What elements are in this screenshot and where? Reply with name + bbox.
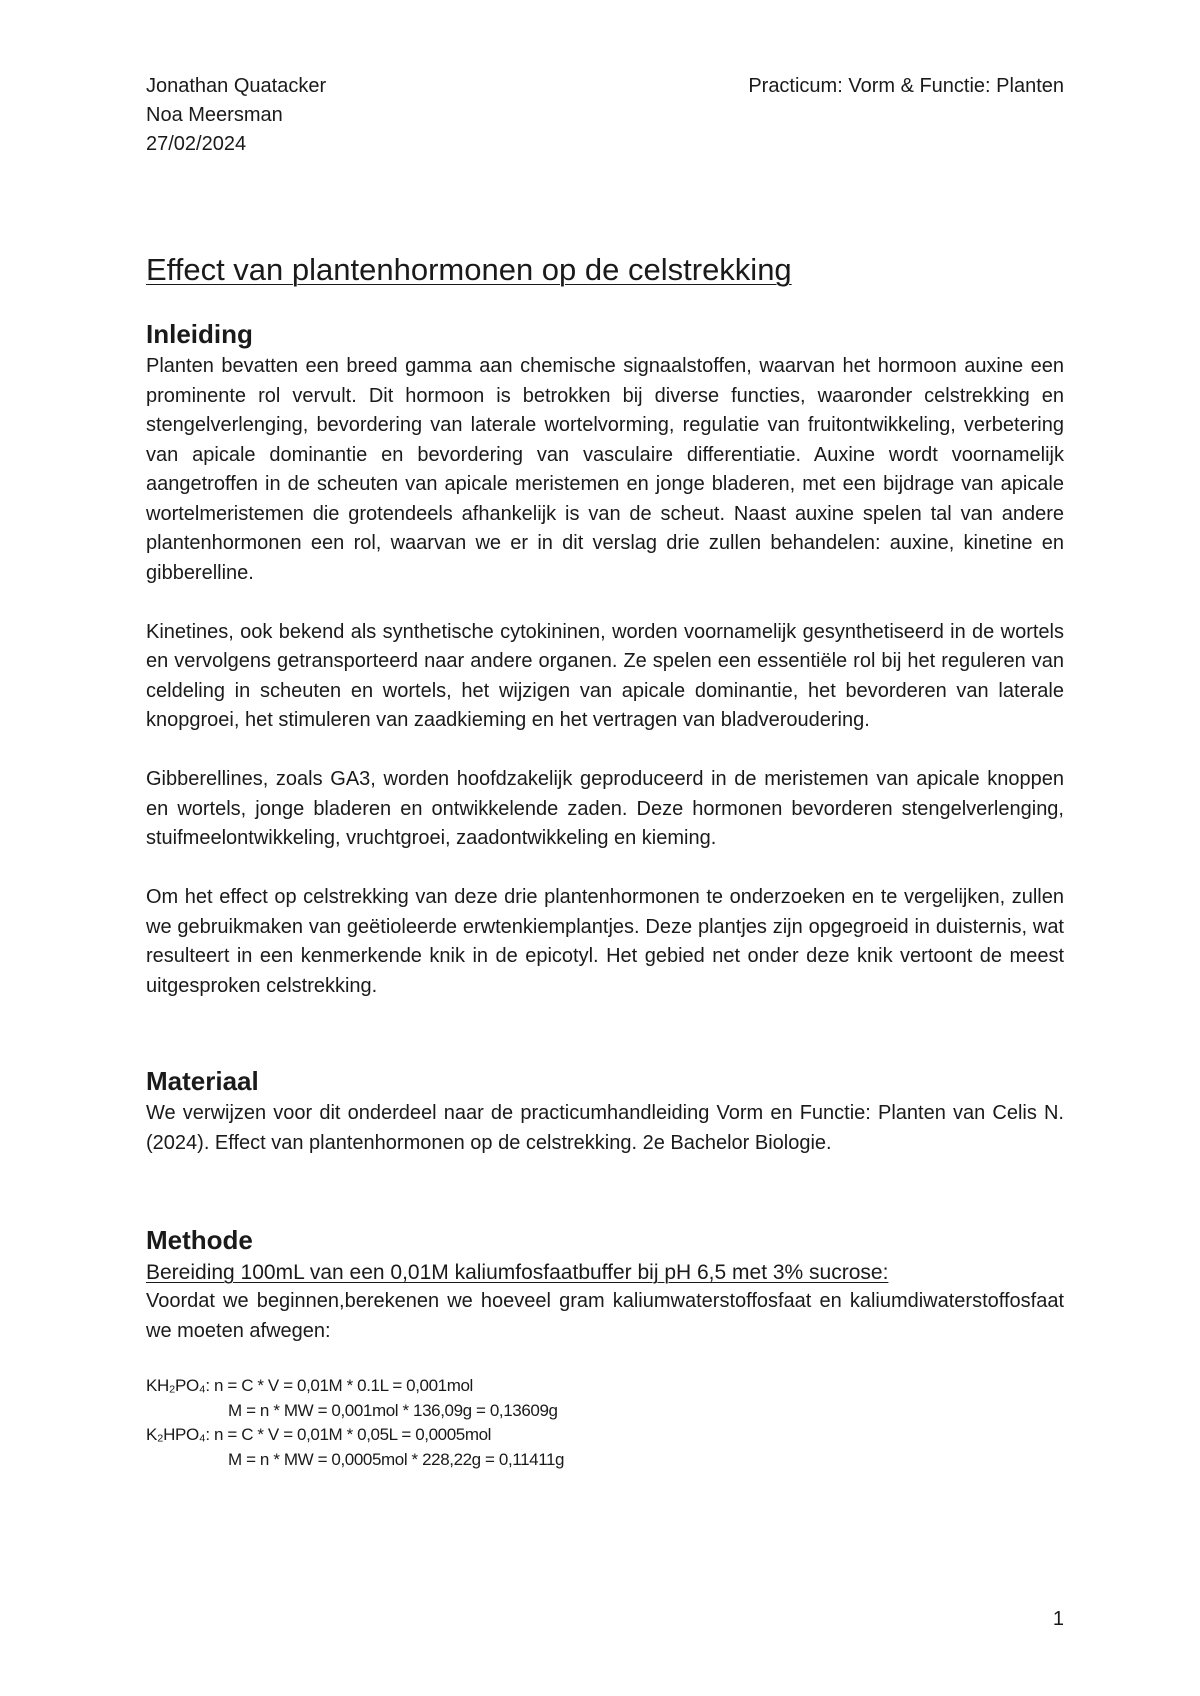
paragraph: Kinetines, ook bekend als synthetische cytokininen, worden voornamelijk gesynthetiseerd in de wortels en vervolgens getransporteerd naar andere organen. Ze spelen een essentiële rol bij het reguleren van celdeling in scheuten en wortels, het wijzigen van apicale dominantie, het bevorderen van laterale knopgroei, het stimuleren van zaadkieming en het vertragen van bladveroudering. [146, 620, 1064, 731]
paragraph: Planten bevatten een breed gamma aan chemische signaalstoffen, waarvan het hormoon auxine een prominente rol vervult. Dit hormoon is betrokken bij diverse functies, waaronder celstrekking en stengelverlenging, bevordering van laterale wortelvorming, regulatie van fruitontwikkeling, verbetering van apicale dominantie en bevordering van vasculaire differentiatie. Auxine wordt voornamelijk aangetroffen in de scheuten van apicale meristemen en jonge bladeren, met een bijdrage van apicale wortelmeristemen die grotendeels afhankelijk is van de scheut. Naast auxine spelen tal van andere plantenhormonen een rol, waarvan we er in dit verslag drie zullen behandelen: auxine, kinetine en gibberelline. [146, 355, 1064, 584]
section-methode [146, 1222, 1064, 1472]
paragraph: Om het effect op celstrekking van deze drie plantenhormonen te onderzoeken en te vergelijken, zullen we gebruikmaken van geëtioleerde erwtenkiemplantjes. Deze plantjes zijn opgegroeid in duisternis, wat resulteert in een kenmerkende knik in de epicotyl. Het gebied net onder deze knik vertoont de meest uitgesproken celstrekking. [146, 886, 1064, 997]
page-number: 1 [1052, 1608, 1064, 1630]
section-materiaal [146, 1063, 1064, 1158]
section-heading: Materiaal [146, 1066, 259, 1096]
paragraph: We verwijzen voor dit onderdeel naar de practicumhandleiding Vorm en Functie: Planten van Celis N. (2024). Effect van plantenhormonen op de celstrekking. 2e Bachelor Biologie. [146, 1102, 1064, 1154]
section-heading: Inleiding [146, 319, 253, 349]
calculation-line: KH₂PO₄: n = C * V = 0,01M * 0.1L = 0,001mol [146, 1376, 473, 1395]
document-date: 27/02/2024 [146, 133, 247, 155]
document-body [146, 250, 1064, 1472]
calculation-line: M = n * MW = 0,0005mol * 228,22g = 0,11411g [228, 1449, 565, 1469]
section-inleiding [146, 316, 1064, 1001]
subsection-heading: Bereiding 100mL van een 0,01M kaliumfosfaatbuffer bij pH 6,5 met 3% sucrose: [146, 1261, 889, 1284]
header-course: Practicum: Vorm & Functie: Planten [748, 75, 1064, 97]
author-name: Noa Meersman [146, 104, 283, 126]
section-heading: Methode [146, 1225, 253, 1255]
calculation-line: M = n * MW = 0,001mol * 136,09g = 0,13609g [228, 1400, 558, 1420]
calculation-block [146, 1374, 1064, 1472]
paragraph: Voordat we beginnen,berekenen we hoeveel gram kaliumwaterstoffosfaat en kaliumdiwaterstoffosfaat we moeten afwegen: [146, 1290, 1064, 1342]
document-title: Effect van plantenhormonen op de celstrekking [146, 252, 792, 287]
paragraph: Gibberellines, zoals GA3, worden hoofdzakelijk geproduceerd in de meristemen van apicale knoppen en wortels, jonge bladeren en ontwikkelende zaden. Deze hormonen bevorderen stengelverlenging, stuifmeelontwikkeling, vruchtgroei, zaadontwikkeling en kieming. [146, 768, 1064, 849]
calculation-line: K₂HPO₄: n = C * V = 0,01M * 0,05L = 0,0005mol [146, 1425, 492, 1444]
header-authors [146, 72, 326, 159]
author-name: Jonathan Quatacker [146, 75, 327, 97]
